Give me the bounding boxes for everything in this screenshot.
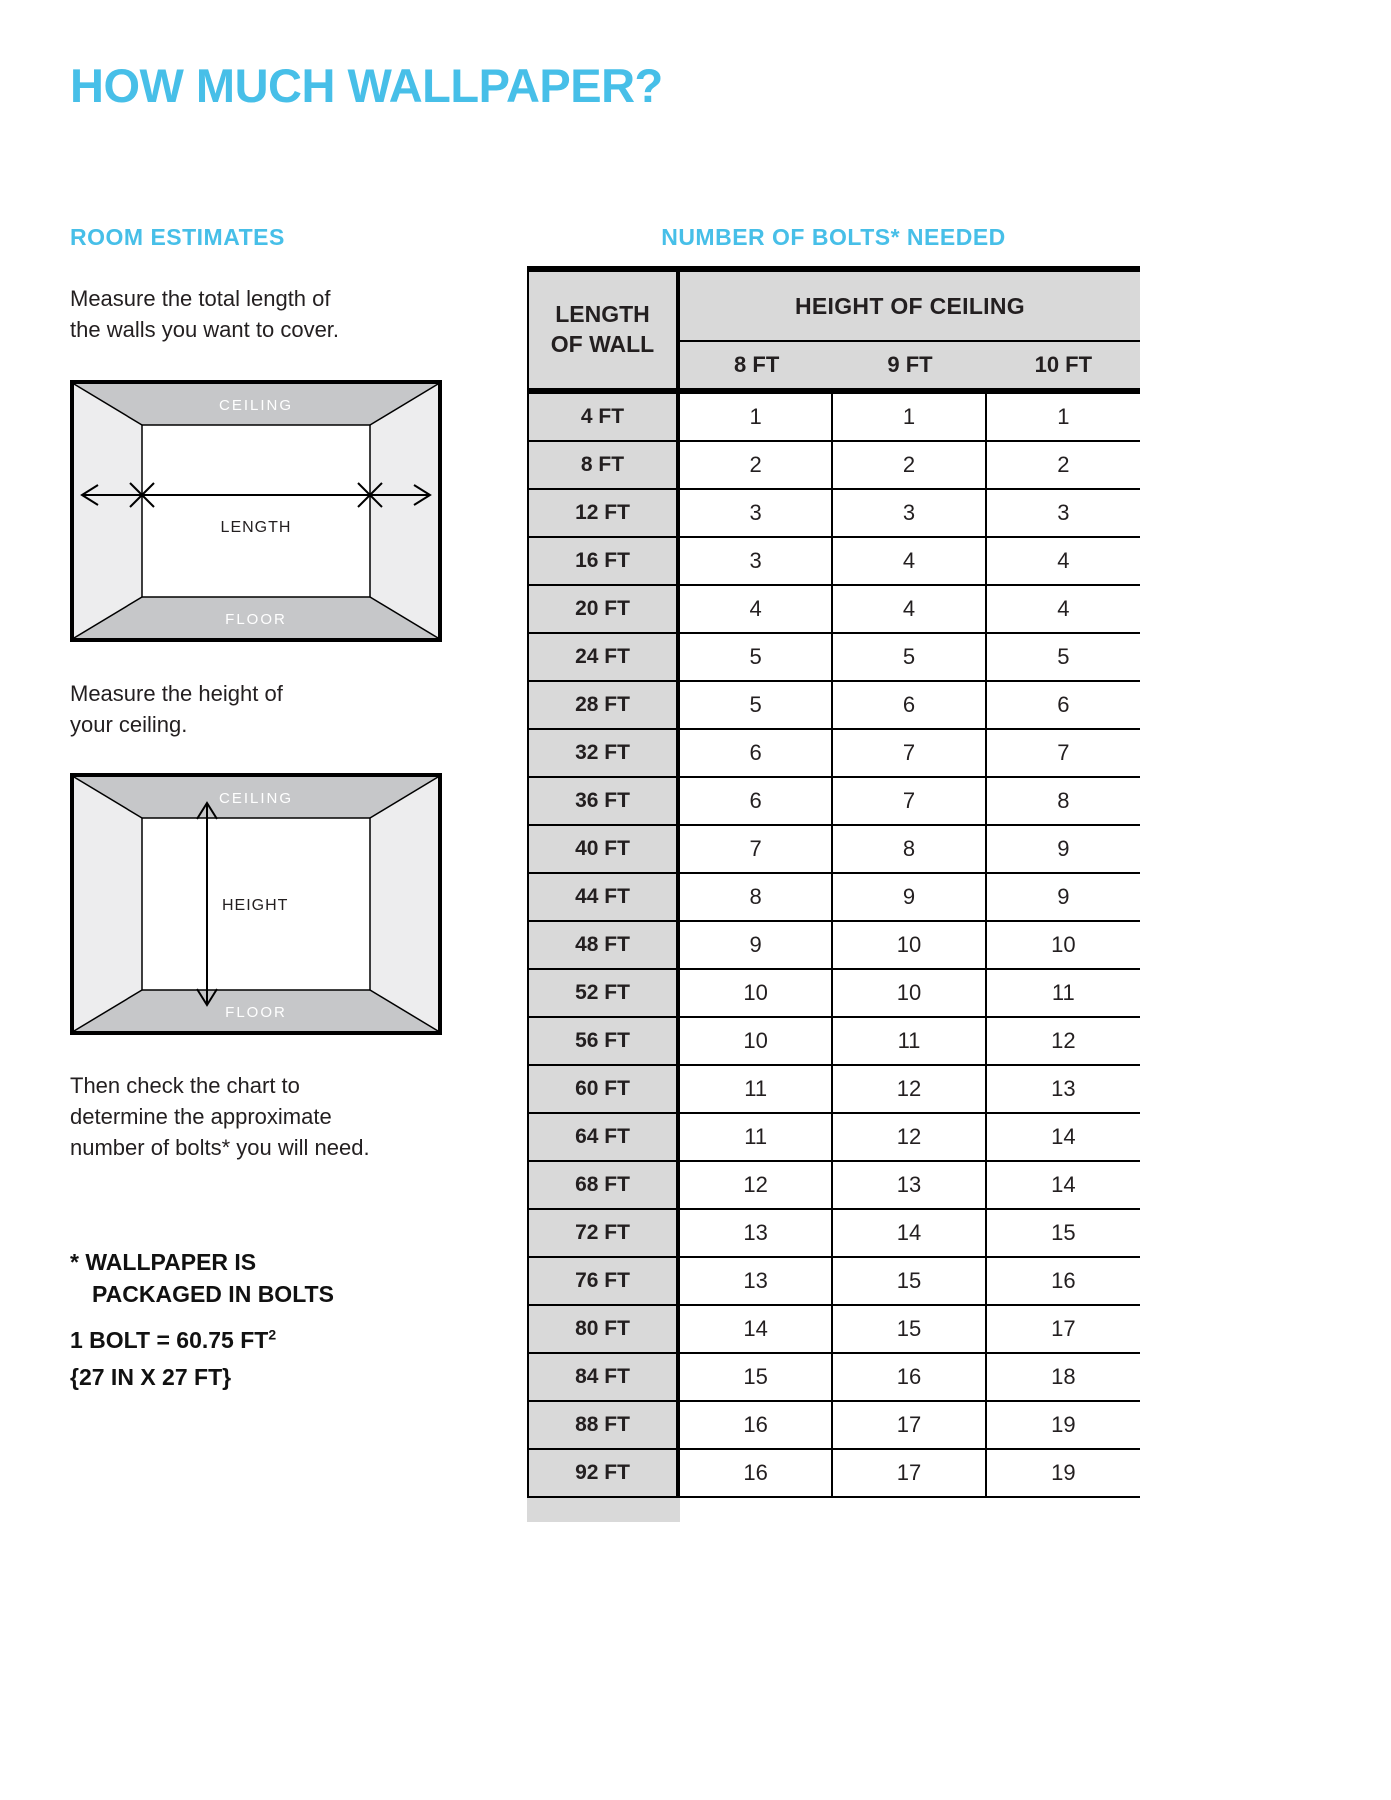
- room-height-diagram: [70, 773, 442, 1035]
- bolt-size-info: [70, 1322, 276, 1397]
- bolt-count-cell: 11: [833, 1018, 986, 1066]
- bolt-count-cell: 12: [833, 1114, 986, 1162]
- bolt-count-cell: 9: [680, 922, 833, 970]
- text-line: PACKAGED IN BOLTS: [92, 1281, 334, 1308]
- bolt-count-cell: 6: [680, 778, 833, 826]
- bolt-count-cell: 10: [680, 1018, 833, 1066]
- row-length-label: 16 FT: [527, 538, 680, 586]
- page-title: HOW MUCH WALLPAPER?: [70, 59, 663, 112]
- bolt-count-cell: 19: [987, 1402, 1140, 1450]
- bolt-count-cell: 8: [833, 826, 986, 874]
- text-line: Measure the total length of: [70, 286, 331, 311]
- ceiling-label: CEILING: [218, 790, 294, 807]
- bolt-count-cell: 6: [987, 682, 1140, 730]
- bolt-count-cell: 2: [833, 442, 986, 490]
- bolt-count-cell: 9: [987, 826, 1140, 874]
- left-wall: [74, 777, 142, 1031]
- bolt-count-cell: 14: [987, 1114, 1140, 1162]
- bolt-count-cell: 5: [833, 634, 986, 682]
- left-wall: [74, 384, 142, 638]
- text-line: your ceiling.: [70, 712, 188, 738]
- bolt-count-cell: 1: [833, 394, 986, 442]
- bolt-count-cell: 12: [680, 1162, 833, 1210]
- row-length-label: 60 FT: [527, 1066, 680, 1114]
- bolt-count-cell: 14: [680, 1306, 833, 1354]
- bolt-count-cell: 7: [833, 730, 986, 778]
- bolt-count-cell: 4: [987, 538, 1140, 586]
- text-line: Measure the height of: [70, 681, 283, 706]
- length-label: LENGTH: [220, 519, 292, 536]
- row-length-label: 36 FT: [527, 778, 680, 826]
- room-length-diagram: [70, 380, 442, 642]
- bolt-count-cell: 19: [987, 1450, 1140, 1498]
- row-length-label: 52 FT: [527, 970, 680, 1018]
- bolt-count-cell: 5: [680, 682, 833, 730]
- bolt-dimensions-text: {27 IN X 27 FT}: [70, 1364, 232, 1391]
- bolt-count-cell: 10: [833, 970, 986, 1018]
- room-estimates-heading: ROOM ESTIMATES: [70, 224, 285, 250]
- bolt-count-cell: 15: [833, 1258, 986, 1306]
- bolt-count-cell: 2: [987, 442, 1140, 490]
- row-length-label: 48 FT: [527, 922, 680, 970]
- bolt-count-cell: 14: [987, 1162, 1140, 1210]
- bolt-count-cell: 4: [833, 586, 986, 634]
- bolt-count-cell: 11: [987, 970, 1140, 1018]
- bolt-count-cell: 11: [680, 1114, 833, 1162]
- row-length-label: 92 FT: [527, 1450, 680, 1498]
- bolt-count-cell: 3: [680, 538, 833, 586]
- height-of-ceiling-header: HEIGHT OF CEILING: [680, 272, 1140, 342]
- bolt-count-cell: 5: [987, 634, 1140, 682]
- table-footer-stub: [527, 1498, 680, 1522]
- bolt-size-superscript: 2: [268, 1326, 277, 1343]
- bolt-count-cell: 9: [833, 874, 986, 922]
- bolt-count-cell: 8: [680, 874, 833, 922]
- bolt-count-cell: 14: [833, 1210, 986, 1258]
- row-length-label: 40 FT: [527, 826, 680, 874]
- bolt-count-cell: 13: [680, 1258, 833, 1306]
- bolt-count-cell: 13: [680, 1210, 833, 1258]
- length-of-wall-header: [527, 272, 680, 394]
- bolt-count-cell: 10: [833, 922, 986, 970]
- bolt-count-cell: 3: [833, 490, 986, 538]
- text-line: determine the approximate: [70, 1104, 332, 1130]
- row-length-label: 24 FT: [527, 634, 680, 682]
- row-length-label: 76 FT: [527, 1258, 680, 1306]
- bolt-count-cell: 7: [833, 778, 986, 826]
- row-length-label: 12 FT: [527, 490, 680, 538]
- row-length-label: 56 FT: [527, 1018, 680, 1066]
- instruction-step-3: [70, 1070, 370, 1164]
- bolt-count-cell: 7: [987, 730, 1140, 778]
- row-length-label: 4 FT: [527, 394, 680, 442]
- bolt-count-cell: 16: [680, 1450, 833, 1498]
- back-wall: [142, 425, 370, 597]
- bolt-count-cell: 12: [833, 1066, 986, 1114]
- bolt-count-cell: 6: [680, 730, 833, 778]
- bolt-count-cell: 3: [987, 490, 1140, 538]
- bolt-count-cell: 5: [680, 634, 833, 682]
- right-wall: [370, 777, 438, 1031]
- height-label: HEIGHT: [222, 897, 289, 914]
- row-length-label: 64 FT: [527, 1114, 680, 1162]
- bolt-count-cell: 13: [833, 1162, 986, 1210]
- row-length-label: 28 FT: [527, 682, 680, 730]
- right-wall: [370, 384, 438, 638]
- bolt-count-cell: 18: [987, 1354, 1140, 1402]
- bolt-count-cell: 17: [833, 1450, 986, 1498]
- column-header-10ft: 10 FT: [987, 342, 1140, 394]
- bolt-count-cell: 11: [680, 1066, 833, 1114]
- row-length-label: 8 FT: [527, 442, 680, 490]
- row-length-label: 20 FT: [527, 586, 680, 634]
- text-line: number of bolts* you will need.: [70, 1135, 370, 1161]
- bolt-count-cell: 16: [987, 1258, 1140, 1306]
- bolt-count-cell: 8: [987, 778, 1140, 826]
- row-length-label: 32 FT: [527, 730, 680, 778]
- bolts-table: [527, 266, 1140, 1498]
- text-line: the walls you want to cover.: [70, 317, 340, 343]
- text-line: Then check the chart to: [70, 1073, 300, 1098]
- bolt-size-line: [70, 1322, 276, 1359]
- text-line: LENGTH: [555, 301, 650, 328]
- text-line: * WALLPAPER IS: [70, 1249, 257, 1275]
- row-length-label: 68 FT: [527, 1162, 680, 1210]
- bolt-count-cell: 9: [987, 874, 1140, 922]
- row-length-label: 80 FT: [527, 1306, 680, 1354]
- bolt-count-cell: 10: [987, 922, 1140, 970]
- instruction-step-1: [70, 283, 339, 345]
- row-length-label: 44 FT: [527, 874, 680, 922]
- column-header-9ft: 9 FT: [833, 342, 986, 394]
- bolt-count-cell: 15: [680, 1354, 833, 1402]
- bolts-needed-heading: NUMBER OF BOLTS* NEEDED: [661, 224, 1006, 250]
- bolt-count-cell: 13: [987, 1066, 1140, 1114]
- bolt-count-cell: 3: [680, 490, 833, 538]
- bolt-count-cell: 17: [833, 1402, 986, 1450]
- bolt-count-cell: 15: [833, 1306, 986, 1354]
- ceiling-label: CEILING: [218, 397, 294, 414]
- bolt-count-cell: 7: [680, 826, 833, 874]
- bolt-count-cell: 16: [680, 1402, 833, 1450]
- row-length-label: 72 FT: [527, 1210, 680, 1258]
- row-length-label: 88 FT: [527, 1402, 680, 1450]
- bolt-count-cell: 10: [680, 970, 833, 1018]
- bolt-count-cell: 12: [987, 1018, 1140, 1066]
- bolt-count-cell: 1: [680, 394, 833, 442]
- text-line: OF WALL: [550, 331, 655, 357]
- bolt-count-cell: 16: [833, 1354, 986, 1402]
- bolt-size-text: 1 BOLT = 60.75 FT: [70, 1327, 269, 1353]
- bolt-count-cell: 15: [987, 1210, 1140, 1258]
- bolt-count-cell: 17: [987, 1306, 1140, 1354]
- column-header-8ft: 8 FT: [680, 342, 833, 394]
- bolt-count-cell: 1: [987, 394, 1140, 442]
- bolt-count-cell: 2: [680, 442, 833, 490]
- bolt-count-cell: 4: [987, 586, 1140, 634]
- bolt-count-cell: 6: [833, 682, 986, 730]
- bolt-count-cell: 4: [833, 538, 986, 586]
- bolt-count-cell: 4: [680, 586, 833, 634]
- row-length-label: 84 FT: [527, 1354, 680, 1402]
- floor-label: FLOOR: [225, 1004, 287, 1021]
- floor-label: FLOOR: [225, 611, 287, 628]
- instruction-step-2: [70, 678, 283, 740]
- bolts-footnote: [70, 1246, 334, 1310]
